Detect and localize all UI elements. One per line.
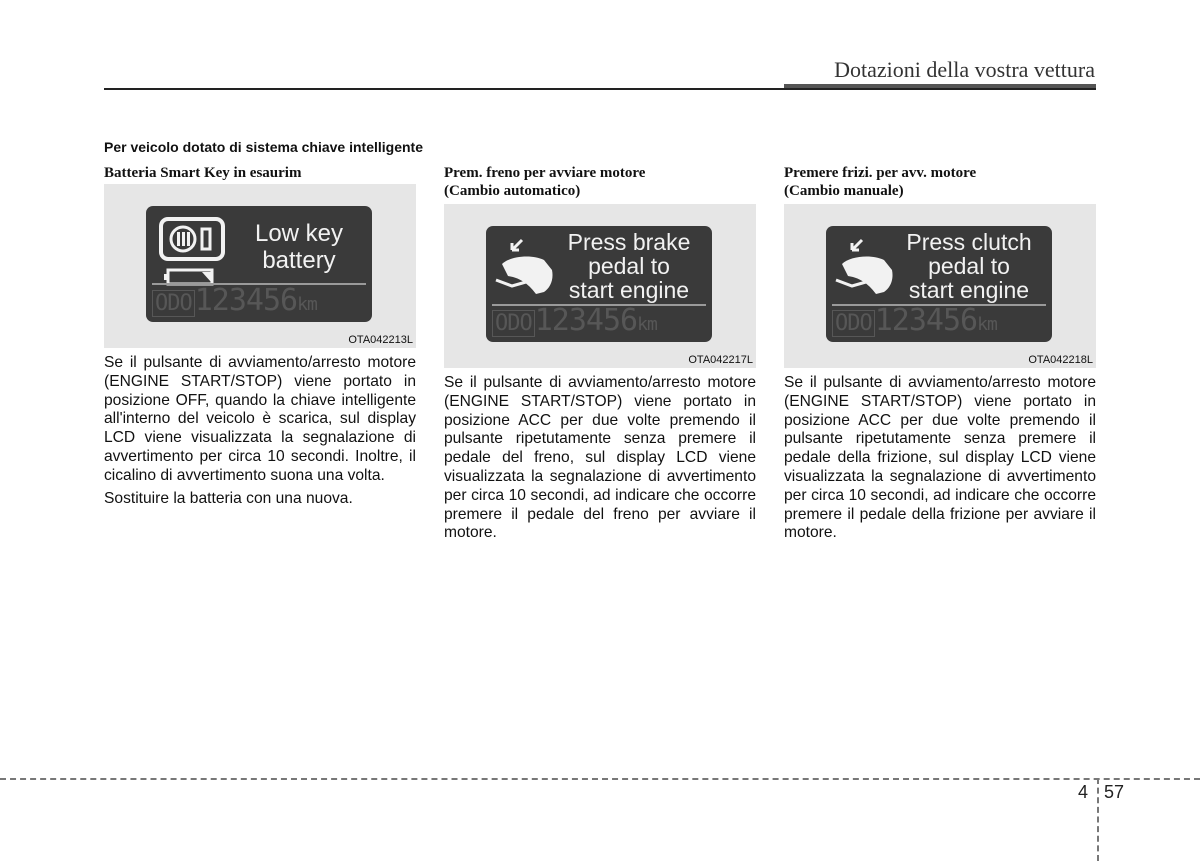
footer-dashed-divider: [1097, 778, 1099, 861]
odometer-unit: km: [637, 314, 657, 335]
page-header-title: Dotazioni della vostra vettura: [834, 57, 1095, 82]
lcd-figure: [444, 204, 756, 368]
odometer-label: ODO: [832, 310, 875, 337]
odometer-unit: km: [297, 294, 317, 315]
odometer-unit: km: [977, 314, 997, 335]
column-press-brake: [444, 164, 756, 547]
column-body: [784, 374, 1096, 543]
lcd-message: Low key battery: [254, 220, 344, 274]
smart-key-battery-icon: [158, 216, 226, 286]
odometer-readout: [152, 283, 317, 318]
odometer-value: 123456: [874, 303, 978, 338]
body-paragraph: Se il pulsante di avviamento/arresto motore (ENGINE START/STOP) viene portato in posizione OFF, quando la chiave intelligente all'interno del veicolo è scarica, sul display LCD viene visualizzata la segnalazione di avvertimento per circa 10 secondi. Inoltre, il cicalino di avvertimento suona una volta.: [104, 354, 416, 484]
odometer-value: 123456: [194, 283, 298, 318]
figure-code: OTA042218L: [1028, 354, 1093, 366]
column-press-clutch: [784, 164, 1096, 547]
body-paragraph: Sostituire la batteria con una nuova.: [104, 489, 353, 507]
lcd-figure: [784, 204, 1096, 368]
column-low-key-battery: [104, 164, 416, 512]
footer-dashed-rule: [0, 778, 1200, 780]
figure-code: OTA042213L: [348, 334, 413, 346]
odometer-value: 123456: [534, 303, 638, 338]
column-title: Premere frizi. per avv. motore (Cambio manuale): [784, 165, 977, 199]
page-number: 57: [1104, 782, 1125, 802]
odometer-readout: [832, 303, 997, 338]
header-rule: [104, 88, 1096, 90]
column-title: Batteria Smart Key in esaurim: [104, 165, 302, 181]
column-body: [444, 374, 756, 543]
chapter-number: 4: [1078, 782, 1089, 802]
column-body: [104, 354, 416, 508]
body-paragraph: Se il pulsante di avviamento/arresto motore (ENGINE START/STOP) viene portato in posizione ACC per due volte premendo il pulsante ripetutamente senza premere il pedale del freno, sul display LCD viene visualizzata la segnalazione di avvertimento per circa 10 secondi, ad indicare che occorre premere il pedale del freno per avviare il motore.: [444, 374, 756, 542]
odometer-label: ODO: [492, 310, 535, 337]
lcd-display: [146, 206, 372, 322]
section-heading: Per veicolo dotato di sistema chiave intelligente: [104, 139, 423, 155]
lcd-display: [486, 226, 712, 342]
lcd-message: Press brake pedal to start engine: [567, 229, 691, 303]
lcd-figure: [104, 184, 416, 348]
lcd-message: Press clutch pedal to start engine: [906, 229, 1032, 303]
odometer-readout: [492, 303, 657, 338]
lcd-display: [826, 226, 1052, 342]
body-paragraph: Se il pulsante di avviamento/arresto motore (ENGINE START/STOP) viene portato in posizione ACC per due volte premendo il pulsante ripetutamente senza premere il pedale della frizione, sul display LCD viene visualizzata la segnalazione di avvertimento per circa 10 secondi, ad indicare che occorre premere il pedale della frizione per avviare il motore.: [784, 374, 1096, 542]
column-title: Prem. freno per avviare motore (Cambio automatico): [444, 165, 646, 199]
figure-code: OTA042217L: [688, 354, 753, 366]
odometer-label: ODO: [152, 290, 195, 317]
